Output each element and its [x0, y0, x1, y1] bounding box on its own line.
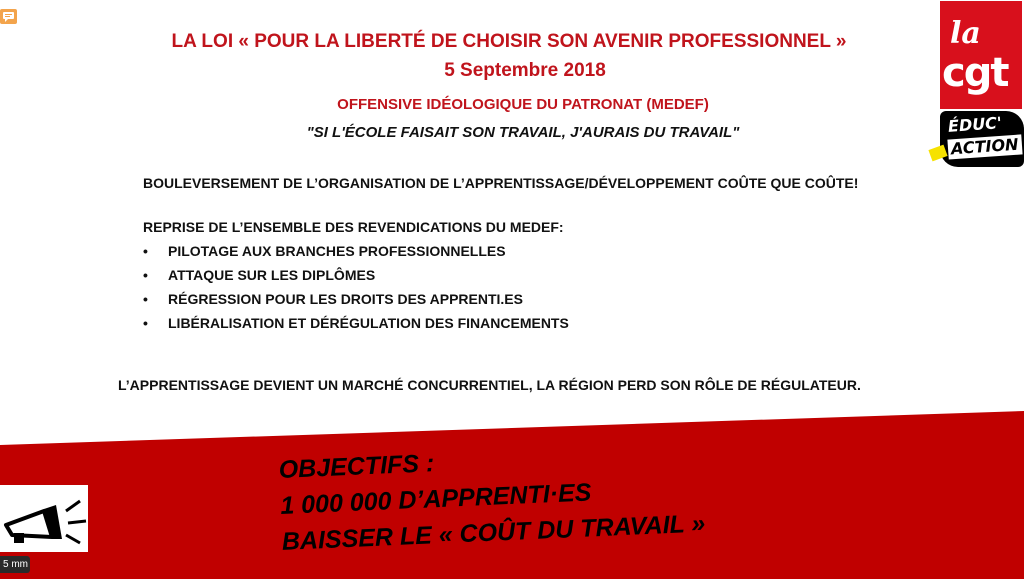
objectives-labor-cost: BAISSER LE « COÛT DU TRAVAIL »	[281, 509, 706, 556]
objectives-apprentices: 1 000 000 D’APPRENTI·ES	[279, 478, 592, 520]
slide-date: 5 Septembre 2018	[444, 60, 606, 81]
slide-quote: "SI L'ÉCOLE FAISAIT SON TRAVAIL, J'AURAIS DU TRAVAIL"	[306, 124, 740, 141]
logo-black-block	[940, 111, 1024, 167]
body-line-market: L’APPRENTISSAGE DEVIENT UN MARCHÉ CONCURRENTIEL, LA RÉGION PERD SON RÔLE DE RÉGULATEUR.	[118, 377, 861, 393]
slide-title: LA LOI « POUR LA LIBERTÉ DE CHOISIR SON AVENIR PROFESSIONNEL »	[171, 31, 847, 52]
objectives-text	[278, 434, 706, 560]
logo-educ-text: ÉDUC'	[947, 113, 1003, 136]
body-line-medef: REPRISE DE L’ENSEMBLE DES REVENDICATIONS DU MEDEF:	[143, 219, 564, 235]
scale-indicator: 5 mm	[0, 556, 30, 573]
list-item: • ATTAQUE SUR LES DIPLÔMES	[143, 267, 569, 291]
demands-list	[143, 243, 569, 339]
slide-subtitle: OFFENSIVE IDÉOLOGIQUE DU PATRONAT (MEDEF)	[337, 96, 709, 113]
body-line-upheaval: BOULEVERSEMENT DE L’ORGANISATION DE L’APPRENTISSAGE/DÉVELOPPEMENT COÛTE QUE COÛTE!	[143, 175, 859, 191]
list-item: • LIBÉRALISATION ET DÉRÉGULATION DES FINANCEMENTS	[143, 315, 569, 339]
logo-la-text: la	[950, 16, 981, 51]
logo-action-text: ACTION	[947, 134, 1022, 159]
comment-icon[interactable]	[0, 9, 17, 24]
megaphone-icon	[0, 485, 88, 552]
objectives-heading: OBJECTIFS :	[278, 449, 435, 484]
list-item: • RÉGRESSION POUR LES DROITS DES APPRENTI.ES	[143, 291, 569, 315]
cgt-educ-action-logo	[940, 1, 1024, 167]
list-item: • PILOTAGE AUX BRANCHES PROFESSIONNELLES	[143, 243, 569, 267]
logo-red-block	[940, 1, 1022, 109]
logo-cgt-text: cgt	[942, 50, 1008, 96]
